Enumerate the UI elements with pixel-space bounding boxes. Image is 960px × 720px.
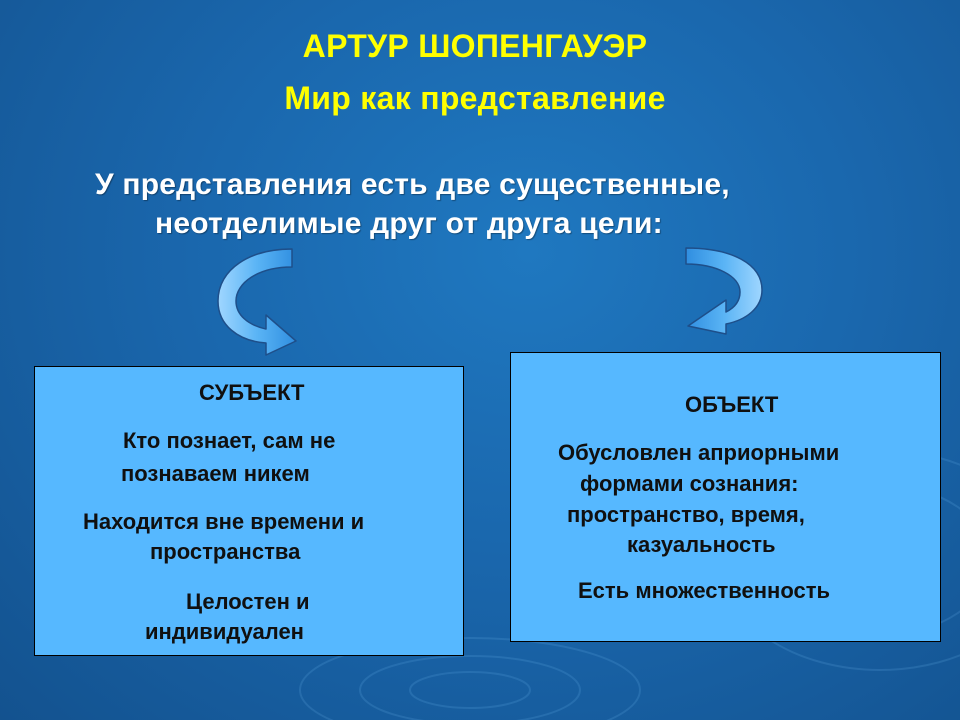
subject-text-2b: пространства <box>150 539 301 564</box>
intro-line-1: У представления есть две существенные, <box>95 168 730 201</box>
subject-text-3b: индивидуален <box>145 619 304 644</box>
subject-text-1b: познаваем никем <box>121 461 310 486</box>
subject-box <box>34 366 464 656</box>
object-text-1d: казуальность <box>627 532 776 557</box>
intro-line-2: неотделимые друг от друга цели: <box>155 207 663 240</box>
curved-arrow-down-right-icon <box>216 245 302 357</box>
slide-subtitle: Мир как представление <box>284 80 666 116</box>
subject-text-1a: Кто познает, сам не <box>123 428 336 453</box>
object-box <box>510 352 941 642</box>
object-text-1c: пространство, время, <box>567 502 805 527</box>
object-heading: ОБЪЕКТ <box>685 392 779 417</box>
subject-text-2a: Находится вне времени и <box>83 509 365 534</box>
slide-title: АРТУР ШОПЕНГАУЭР <box>302 28 648 64</box>
object-text-1b: формами сознания: <box>580 471 799 496</box>
object-text-2: Есть множественность <box>578 578 831 603</box>
subject-heading: СУБЪЕКТ <box>199 380 305 405</box>
curved-arrow-down-left-icon <box>676 244 764 338</box>
object-text-1a: Обусловлен априорными <box>558 440 840 465</box>
subject-text-3a: Целостен и <box>186 589 310 614</box>
